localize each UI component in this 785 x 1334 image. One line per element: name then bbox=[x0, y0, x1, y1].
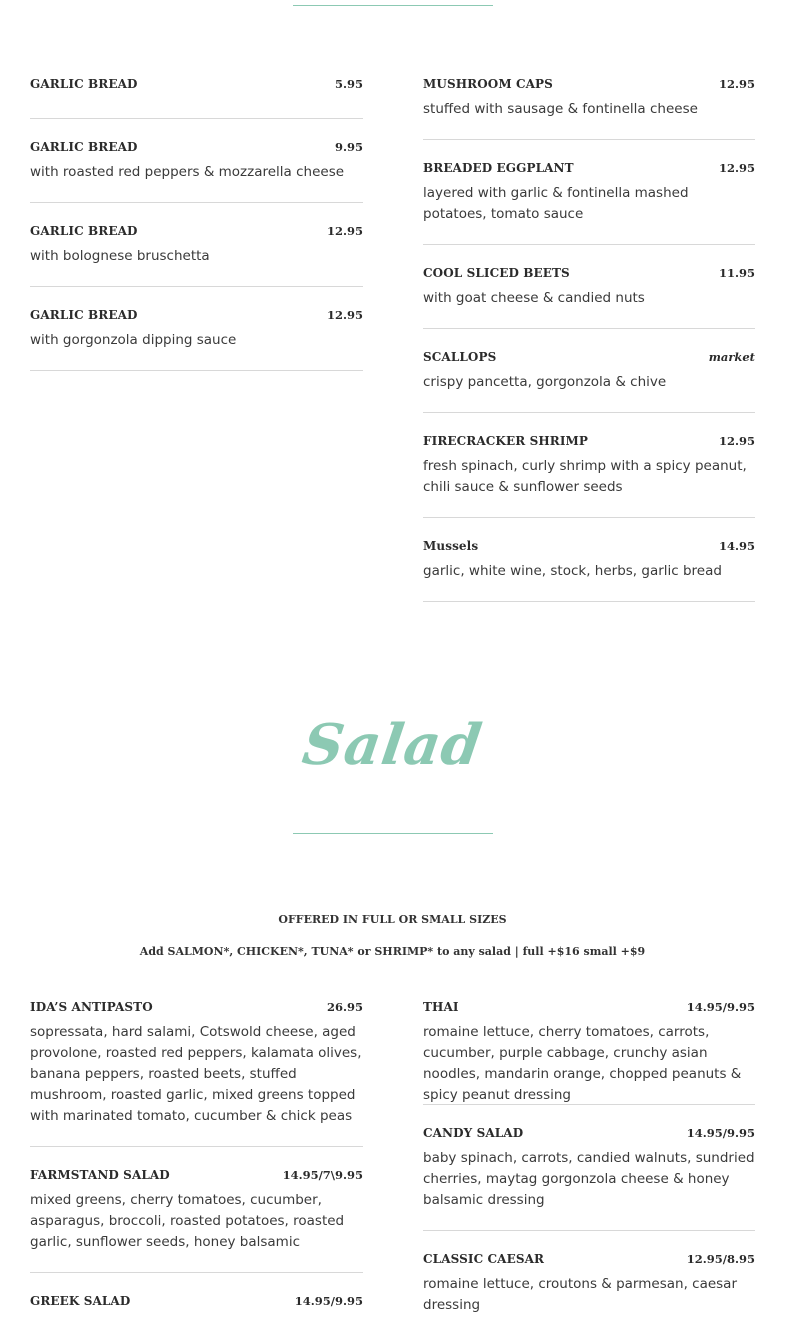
menu-item bbox=[30, 140, 363, 203]
item-name: GARLIC BREAD bbox=[30, 77, 138, 91]
menu-item bbox=[423, 539, 755, 602]
item-name: IDA’S ANTIPASTO bbox=[30, 1000, 153, 1014]
menu-item bbox=[30, 1168, 363, 1273]
item-name: FARMSTAND SALAD bbox=[30, 1168, 170, 1182]
item-description: with bolognese bruschetta bbox=[30, 248, 210, 264]
item-price: 12.95 bbox=[718, 77, 755, 91]
item-name: Mussels bbox=[423, 539, 479, 553]
item-price: 12.95 bbox=[326, 224, 363, 238]
item-name: MUSHROOM CAPS bbox=[423, 77, 553, 91]
item-price: 14.95/9.95 bbox=[686, 1000, 755, 1014]
menu-item bbox=[423, 266, 755, 329]
item-description: sopressata, hard salami, Cotswold cheese, aged provolone, roasted red peppers, kalamata olives, banana peppers, roasted beets, stuffed mushroom, roasted garlic, mixed greens topped with marinated tomato, cucumber & chick peas bbox=[30, 1024, 362, 1124]
item-description: with goat cheese & candied nuts bbox=[423, 290, 645, 306]
item-name: SCALLOPS bbox=[423, 350, 497, 364]
menu-item bbox=[30, 224, 363, 287]
item-price: 12.95 bbox=[718, 434, 755, 448]
item-description: layered with garlic & fontinella mashed potatoes, tomato sauce bbox=[423, 185, 689, 222]
item-description: romaine lettuce, croutons & parmesan, caesar dressing bbox=[423, 1276, 738, 1313]
menu-item bbox=[423, 1000, 755, 1105]
item-name: THAI bbox=[423, 1000, 459, 1014]
item-description: baby spinach, carrots, candied walnuts, sundried cherries, maytag gorgonzola cheese & honey balsamic dressing bbox=[423, 1150, 755, 1208]
item-name: COOL SLICED BEETS bbox=[423, 266, 570, 280]
item-price: 14.95/9.95 bbox=[686, 1126, 755, 1140]
item-name: CANDY SALAD bbox=[423, 1126, 524, 1140]
salad-section-title: Salad bbox=[298, 712, 487, 778]
menu-item bbox=[423, 350, 755, 413]
item-price: 5.95 bbox=[334, 77, 363, 91]
salad-right-column bbox=[423, 1000, 755, 1314]
item-name: CLASSIC CAESAR bbox=[423, 1252, 545, 1266]
item-name: FIRECRACKER SHRIMP bbox=[423, 434, 589, 448]
salad-divider bbox=[293, 833, 493, 834]
item-price: 9.95 bbox=[334, 140, 363, 154]
item-price: 14.95/7\9.95 bbox=[282, 1168, 363, 1182]
item-description: with roasted red peppers & mozzarella cheese bbox=[30, 164, 345, 180]
item-name: GARLIC BREAD bbox=[30, 140, 138, 154]
menu-item bbox=[30, 1000, 363, 1147]
item-name: GARLIC BREAD bbox=[30, 224, 138, 238]
item-description: mixed greens, cherry tomatoes, cucumber, asparagus, broccoli, roasted potatoes, roasted garlic, sunflower seeds, honey balsamic bbox=[30, 1192, 345, 1250]
item-price: market bbox=[708, 350, 755, 364]
menu-item bbox=[423, 1126, 755, 1231]
item-price: 12.95 bbox=[326, 308, 363, 322]
item-description: fresh spinach, curly shrimp with a spicy peanut, chili sauce & sunflower seeds bbox=[423, 458, 747, 495]
menu-item bbox=[423, 77, 755, 140]
menu-item bbox=[30, 77, 363, 119]
item-price: 14.95/9.95 bbox=[294, 1294, 363, 1308]
salad-size-note: OFFERED IN FULL OR SMALL SIZES bbox=[278, 913, 507, 926]
salad-addon-note: Add SALMON*, CHICKEN*, TUNA* or SHRIMP* to any salad | full +$16 small +$9 bbox=[139, 945, 646, 958]
item-price: 26.95 bbox=[326, 1000, 363, 1014]
item-description: romaine lettuce, cherry tomatoes, carrots, cucumber, purple cabbage, crunchy asian noodles, mandarin orange, chopped peanuts & spicy peanut dressing bbox=[423, 1024, 742, 1103]
appetizers-right-column bbox=[423, 77, 755, 602]
menu-item bbox=[30, 308, 363, 371]
menu-item bbox=[423, 1252, 755, 1314]
item-name: GREEK SALAD bbox=[30, 1294, 131, 1308]
item-description: with gorgonzola dipping sauce bbox=[30, 332, 237, 348]
item-price: 11.95 bbox=[718, 266, 755, 280]
item-description: garlic, white wine, stock, herbs, garlic bread bbox=[423, 563, 722, 579]
item-price: 12.95 bbox=[718, 161, 755, 175]
appetizers-left-column bbox=[30, 77, 363, 371]
menu-item bbox=[423, 434, 755, 518]
top-divider bbox=[293, 5, 493, 6]
item-name: GARLIC BREAD bbox=[30, 308, 138, 322]
item-name: BREADED EGGPLANT bbox=[423, 161, 574, 175]
menu-item bbox=[423, 161, 755, 245]
item-price: 12.95/8.95 bbox=[686, 1252, 755, 1266]
item-price: 14.95 bbox=[718, 539, 755, 553]
menu-item bbox=[30, 1294, 363, 1334]
item-description: stuffed with sausage & fontinella cheese bbox=[423, 101, 698, 117]
item-description: crispy pancetta, gorgonzola & chive bbox=[423, 374, 667, 390]
salad-left-column bbox=[30, 1000, 363, 1334]
